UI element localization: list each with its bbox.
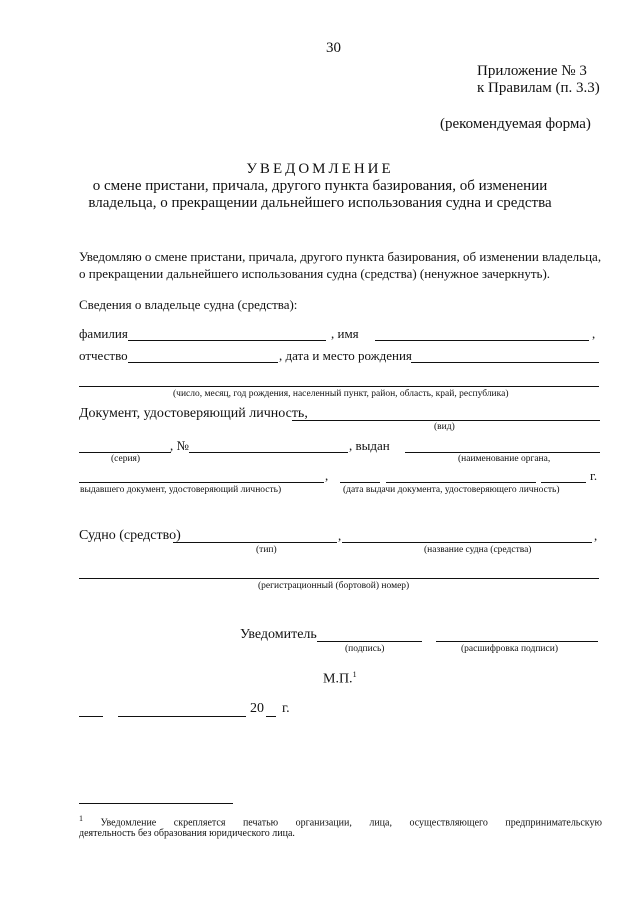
subtitle-line1: о смене пристани, причала, другого пункта базирования, об изменении [92,178,548,194]
body-line2: о прекращении дальнейшего использования судна (средства) (ненужное зачеркнуть). [79,266,551,281]
issue-month-field[interactable] [386,482,536,483]
notifier-label: Уведомитель [240,627,317,642]
seal-footnote-ref: 1 [352,670,357,679]
issue-year-suffix: г. [590,468,598,483]
issuer-field[interactable] [405,452,600,453]
reg-number-hint: (регистрационный (бортовой) номер) [258,581,410,591]
issuer-comma: , [325,468,329,483]
page-number: 30 [326,40,341,56]
seal-label: М.П. [323,671,353,687]
issuer-hint: выдавшего документ, удостоверяющий личность) [80,485,282,495]
surname-label: фамилия [79,326,128,341]
signature-decode-field[interactable] [436,641,598,642]
vessel-label: Судно (средство) [79,528,181,543]
issuer-continued-field[interactable] [79,482,324,483]
number-label: , № [170,438,189,453]
birth-label: , дата и место рождения [279,348,412,363]
reg-number-field[interactable] [79,578,599,579]
signature-field[interactable] [317,641,422,642]
identity-doc-type-field[interactable] [292,420,600,421]
appendix-line2: к Правилам (п. 3.3) [477,80,600,96]
seal-mark [323,670,357,688]
date-year-field[interactable] [266,716,276,717]
vessel-name-field[interactable] [342,542,592,543]
identity-doc-label: Документ, удостоверяющий личность, [79,406,308,421]
date-day-field[interactable] [79,716,103,717]
signature-decode-hint: (расшифровка подписи) [461,644,558,654]
vessel-type-field[interactable] [173,542,337,543]
doc-type-hint: (вид) [434,422,455,432]
footnote-text-line2: деятельность без образования юридического лица. [79,828,295,839]
signature-hint: (подпись) [345,644,385,654]
footnote-text-line1: Уведомление скрепляется печатью организации, лица, осуществляющего предпринимательскую [100,817,602,829]
date-year-suffix: г. [282,701,290,716]
issue-day-field[interactable] [340,482,380,483]
vessel-comma: , [338,528,342,543]
birth-hint: (число, месяц, год рождения, населенный пункт, район, область, край, республика) [173,389,509,399]
birth-field[interactable] [411,362,599,363]
issue-year-field[interactable] [541,482,586,483]
footnote-separator [79,803,233,804]
subtitle-line2: владельца, о прекращении дальнейшего использования судна и средства [88,195,552,211]
patronymic-field[interactable] [128,362,278,363]
footnote-number: 1 [79,814,83,823]
document-title: УВЕДОМЛЕНИЕ [246,161,394,177]
footnote-line1 [79,814,602,828]
surname-field[interactable] [128,340,326,341]
owner-info-label: Сведения о владельце судна (средства): [79,297,298,312]
number-field[interactable] [189,452,348,453]
date-month-field[interactable] [118,716,246,717]
series-field[interactable] [79,452,171,453]
date-year-prefix: 20 [250,701,264,716]
vessel-name-hint: (название судна (средства) [424,545,532,555]
org-hint: (наименование органа, [458,454,551,464]
name-comma: , [592,326,596,341]
vessel-name-comma: , [594,528,598,543]
vessel-type-hint: (тип) [256,545,277,555]
patronymic-label: отчество [79,348,128,363]
name-field[interactable] [375,340,589,341]
issue-date-hint: (дата выдачи документа, удостоверяющего личность) [343,485,560,495]
appendix-line1: Приложение № 3 [477,63,587,79]
form-note: (рекомендуемая форма) [440,116,591,132]
body-line1: Уведомляю о смене пристани, причала, другого пункта базирования, об изменении владельца, [79,249,602,264]
birth-details-field[interactable] [79,386,599,387]
issued-label: , выдан [349,438,390,453]
series-hint: (серия) [111,454,141,464]
name-label: , имя [331,326,359,341]
